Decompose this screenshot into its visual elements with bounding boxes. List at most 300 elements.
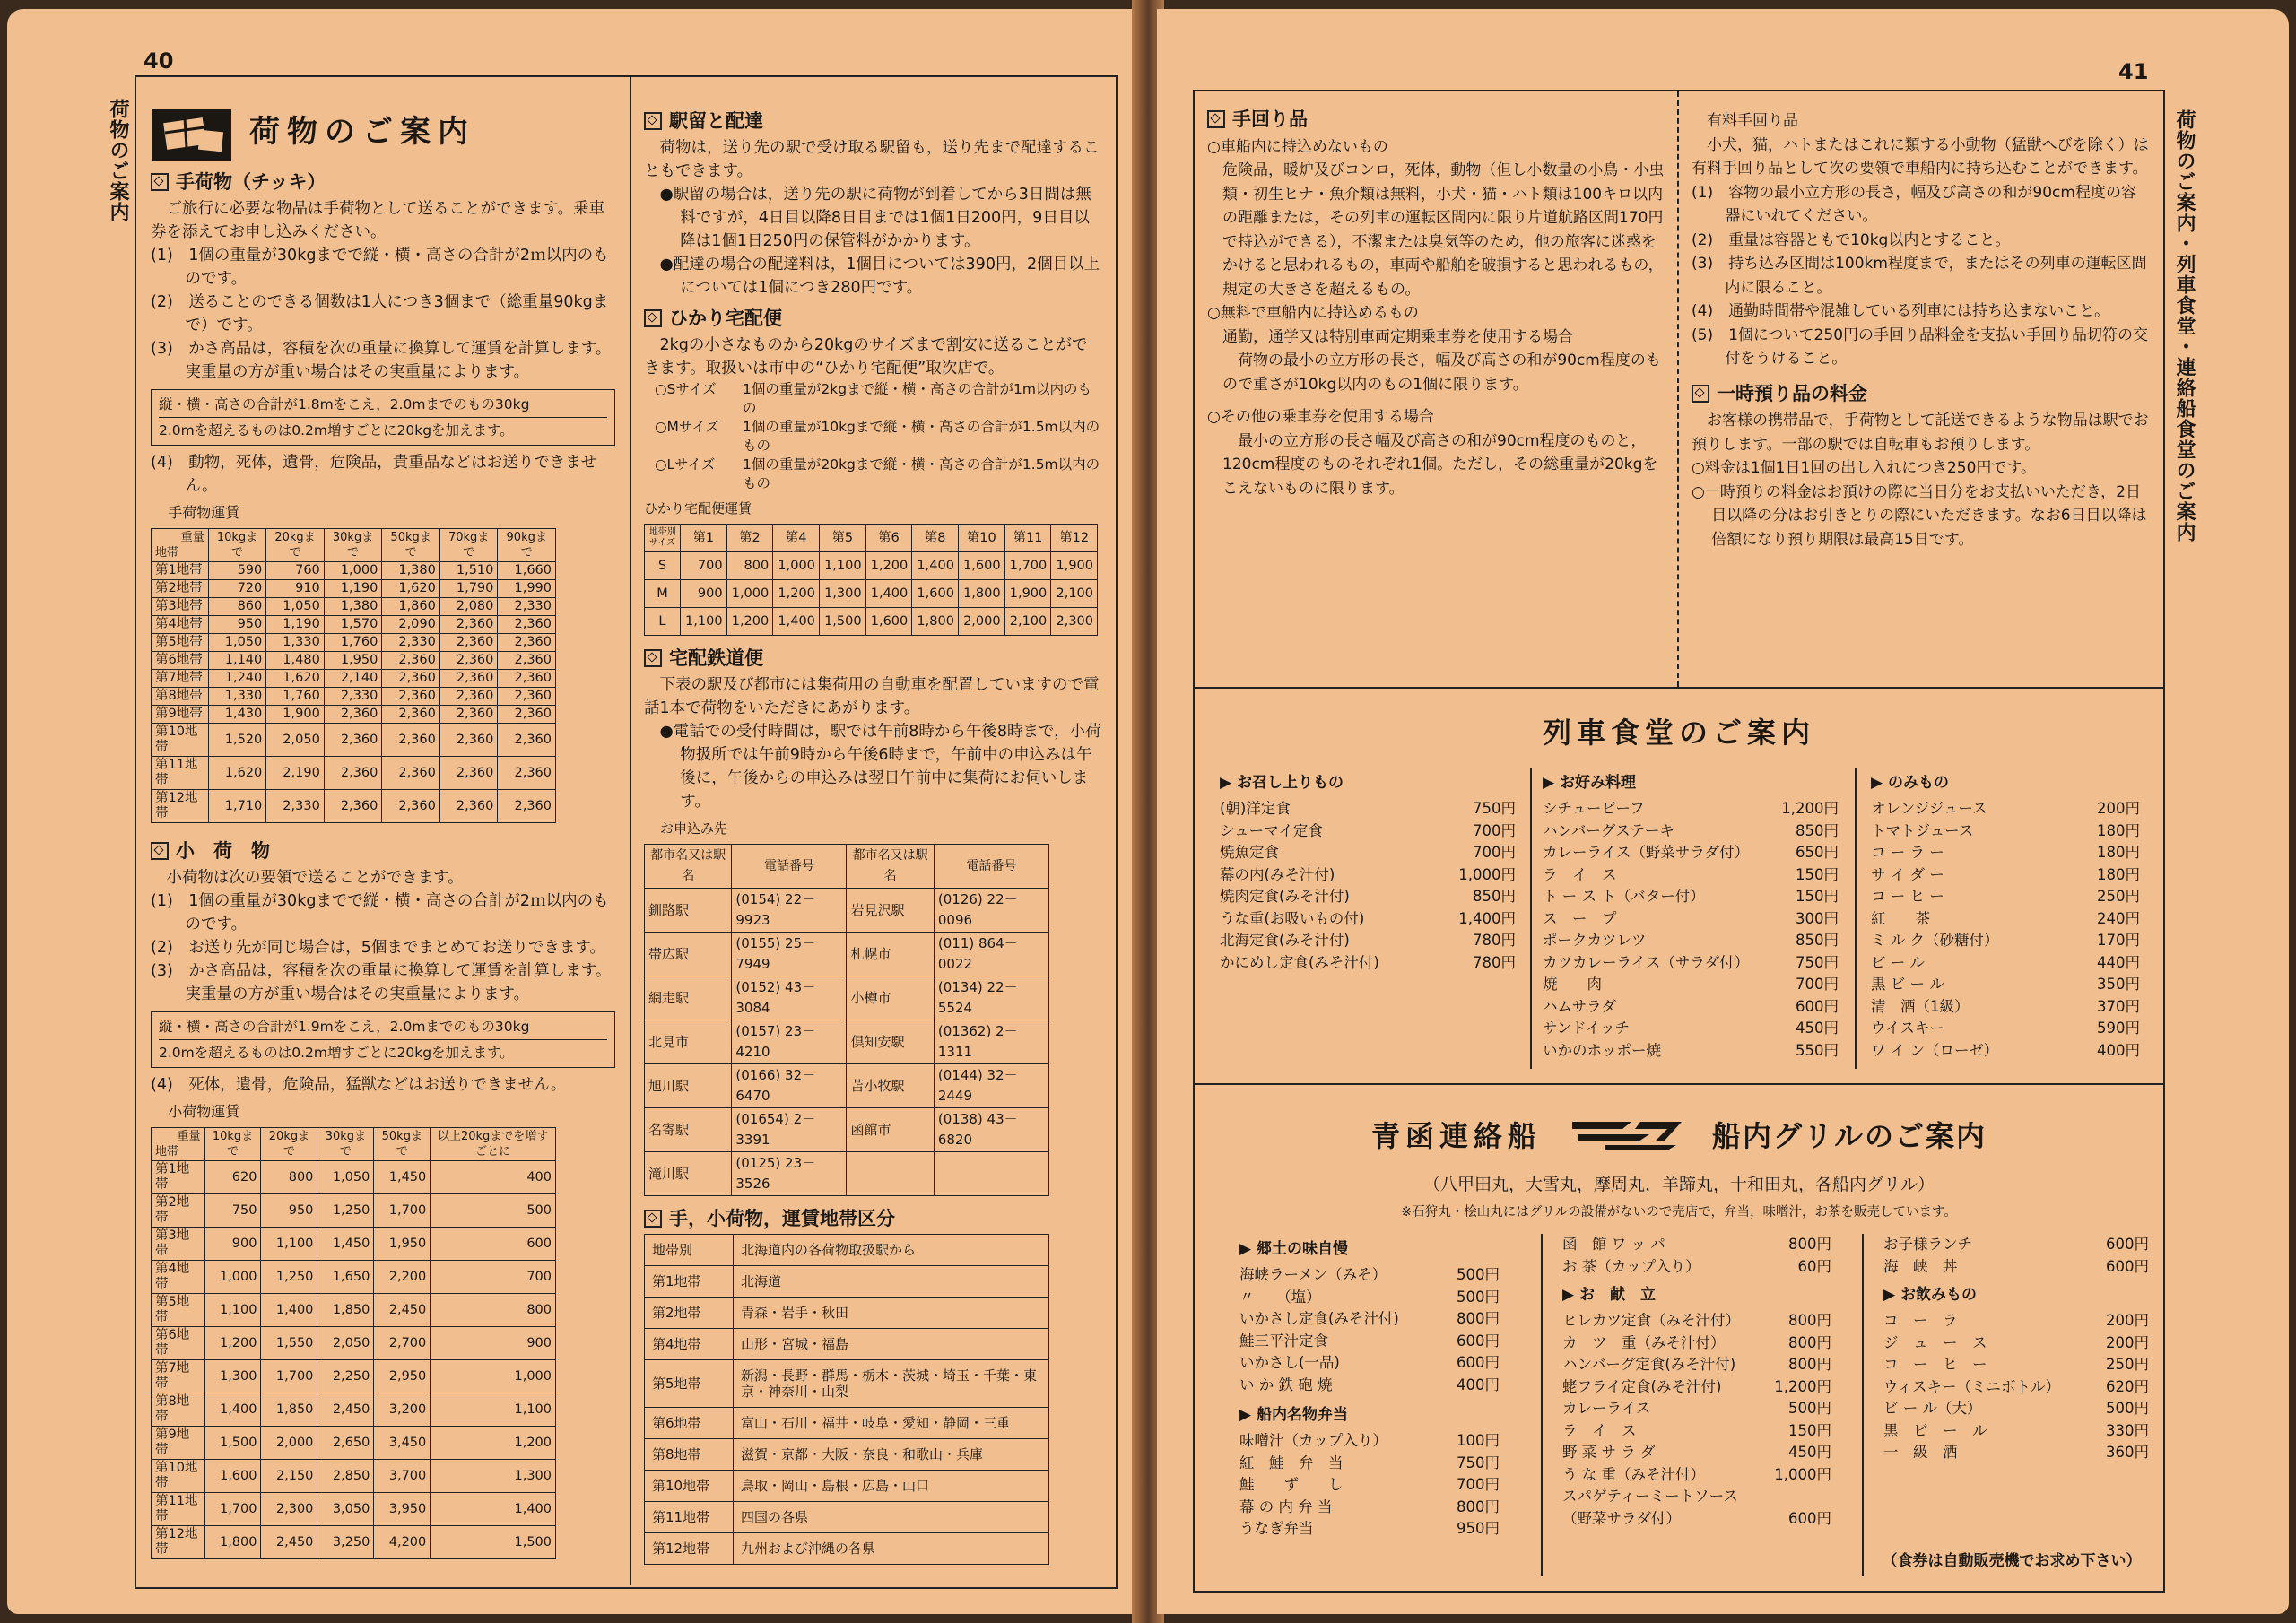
table-cell: 760 bbox=[266, 562, 325, 580]
grill-col-2: 函 館 ワ ッ パ 800円 お 茶（カップ入り） 60円 ▶ お 献 立 ヒレカツ定食（みそ汁付） 800円 カ ツ 重（みそ汁付） 800円 ハンバーグ定食(みそ汁付) 800円 蛯フライ定食(みそ汁付) 1,200円 カレーライス 500円 ラ イ ス 150円 野 菜 サ ラ ダ 450円 う な 重（みそ汁付） 1,000円 スパゲティーミートソース （野菜サラダ付） 600円 bbox=[1562, 1234, 1831, 1530]
menu-item-name: 清 酒（1級） bbox=[1871, 997, 1970, 1015]
menu-item-name: ワ イ ン（ローゼ） bbox=[1871, 1041, 1999, 1059]
table-cell: 2,080 bbox=[439, 598, 498, 616]
grill-title-right: 船内グリルのご案内 bbox=[1712, 1119, 1987, 1153]
menu-item-price: 800円 bbox=[1457, 1497, 1500, 1515]
shokudo-col3-heading: のみもの bbox=[1888, 774, 1949, 792]
menu-item bbox=[1543, 908, 1839, 931]
menu-item-name: カレーライス bbox=[1562, 1400, 1651, 1417]
hikari-heading: ひかり宅配便 bbox=[644, 307, 1101, 330]
page-number-right: 41 bbox=[2118, 59, 2149, 84]
menu-item-price: 850円 bbox=[1473, 888, 1516, 905]
menu-item bbox=[1562, 1256, 1831, 1279]
menu-item-name: い か 鉄 砲 焼 bbox=[1239, 1376, 1333, 1393]
menu-item bbox=[1543, 886, 1839, 908]
table-cell: 600 bbox=[430, 1228, 556, 1261]
table-cell: 2,150 bbox=[261, 1460, 317, 1493]
tenimotsu-heading: 手荷物（チッキ） bbox=[151, 170, 615, 194]
table-cell: 第5地帯 bbox=[152, 634, 209, 652]
table-cell: 1,550 bbox=[261, 1327, 317, 1360]
hikari-size-item bbox=[644, 456, 1101, 493]
grill-col-1: ▶ 郷土の味自慢 海峡ラーメン（みそ） 500円 〃 （塩） 500円 いかさし定食(みそ汁付) 800円 鮭三平汁定食 600円 いかさし(一品) 600円 い か 鉄 砲 焼 400円 ▶ 船内名物弁当 味噌汁（カップ入り） 100円 紅 鮭 弁 当 750円 鮭 ず し 700円 幕 の 内 弁 当 800円 うなぎ弁当 950円 bbox=[1239, 1234, 1500, 1541]
table-cell: 1,500 bbox=[819, 608, 865, 636]
table-cell: 1,500 bbox=[430, 1526, 556, 1559]
shokudo-col-2: ▶ お好み料理 シチュービーフ 1,200円 ハンバーグステーキ 850円 カレーライス（野菜サラダ付） 650円 ラ イ ス 150円 ト ー ス ト（バター付） 150円 ス ー プ 300円 ポークカツレツ 850円 カツカレーライス（サラダ付） 750円 焼 肉 700円 ハムサラダ 600円 サンドイッチ 450円 いかのホッポー焼 550円 bbox=[1543, 768, 1839, 1062]
menu-item bbox=[1239, 1518, 1500, 1541]
table-header-cell: 第8 bbox=[912, 525, 959, 552]
konimotsu-table-title: 小荷物運賃 bbox=[168, 1103, 240, 1120]
table-row bbox=[152, 598, 556, 616]
menu-item bbox=[1543, 798, 1839, 820]
hikari-size-label: ○Mサイズ bbox=[655, 419, 720, 435]
paid-item-4: (4) 通勤時間帯や混雑している列車には持ち込まないこと。 bbox=[1692, 302, 2110, 320]
menu-item-price: 360円 bbox=[2106, 1444, 2149, 1461]
table-cell: 富山・石川・福井・岐阜・愛知・静岡・三重 bbox=[734, 1408, 1049, 1439]
temawari-line-6: ○その他の乗車券を使用する場合 bbox=[1207, 408, 1434, 426]
table-cell: 2,360 bbox=[439, 724, 498, 757]
table-cell: 1,450 bbox=[374, 1161, 430, 1194]
table-cell: (011) 864－0022 bbox=[934, 933, 1048, 976]
table-cell: (0126) 22－0096 bbox=[934, 889, 1048, 933]
menu-item-name: オレンジジュース bbox=[1871, 800, 1987, 817]
temawari-line-3: ○無料で車船内に持込めるもの bbox=[1207, 304, 1419, 322]
table-cell: 2,050 bbox=[266, 724, 325, 757]
table-cell: 1,050 bbox=[208, 634, 266, 652]
table-cell: 倶知安駅 bbox=[847, 1020, 934, 1064]
menu-item bbox=[1562, 1310, 1831, 1332]
table-header-row bbox=[152, 1128, 556, 1161]
table-row bbox=[645, 608, 1098, 636]
table-row bbox=[152, 757, 556, 790]
table-cell: 800 bbox=[726, 552, 773, 580]
menu-item-name: コ ー ヒ ー bbox=[1871, 888, 1944, 905]
menu-item bbox=[1883, 1332, 2149, 1355]
menu-item bbox=[1562, 1464, 1831, 1487]
ichiji-intro: お客様の携帯品で，手荷物として託送できるような物品は駅でお預りします。一部の駅では自転車もお預りします。 bbox=[1692, 412, 2149, 454]
table-cell: 1,300 bbox=[819, 580, 865, 608]
table-cell: 1,620 bbox=[382, 580, 440, 598]
table-cell: 滋賀・京都・大阪・奈良・和歌山・兵庫 bbox=[734, 1439, 1049, 1471]
table-header-cell: 第10 bbox=[958, 525, 1004, 552]
table-header-cell: 電話番号 bbox=[732, 845, 847, 889]
table-cell bbox=[934, 1152, 1048, 1196]
menu-item bbox=[1871, 886, 2140, 908]
left-side-tab: 荷物のご案内 bbox=[107, 99, 129, 222]
menu-item-name: 焼 肉 bbox=[1543, 976, 1602, 993]
table-cell: 1,790 bbox=[439, 580, 498, 598]
hikari-size-list bbox=[644, 380, 1101, 493]
grill-col1b-heading: 船内名物弁当 bbox=[1257, 1406, 1348, 1424]
menu-item bbox=[1239, 1375, 1500, 1397]
menu-item bbox=[1239, 1474, 1500, 1497]
table-cell: (0138) 43－6820 bbox=[934, 1108, 1048, 1152]
menu-item-name: ビ ー ル bbox=[1871, 953, 1925, 971]
table-cell: 1,250 bbox=[317, 1194, 374, 1228]
menu-item-price: 600円 bbox=[1457, 1332, 1500, 1350]
menu-item bbox=[1239, 1453, 1500, 1475]
menu-item-price: 300円 bbox=[1796, 909, 1839, 927]
temawari-line-5: 荷物の最小の立方形の長さ，幅及び高さの和が90cm程度のもので重さが10kg以内のもの1個に限ります。 bbox=[1222, 352, 1661, 394]
takuhai-intro: 下表の駅及び都市には集荷用の自動車を配置していますので電話1本で荷物をいただきにあがります。 bbox=[644, 676, 1100, 717]
table-cell: 400 bbox=[430, 1161, 556, 1194]
paid-item-5: (5) 1個について250円の手回り品料金を支払い手回り品切符の交付をうけること。 bbox=[1692, 325, 2149, 368]
takuhai-table-title: お申込み先 bbox=[660, 820, 728, 837]
menu-item bbox=[1220, 842, 1516, 864]
menu-item-price: 180円 bbox=[2097, 844, 2140, 861]
table-cell: 1,400 bbox=[773, 608, 820, 636]
menu-item bbox=[1543, 952, 1839, 975]
menu-item-price: 1,200円 bbox=[1774, 1377, 1831, 1395]
menu-item bbox=[1220, 952, 1516, 975]
menu-item-name: カツカレーライス（サラダ付） bbox=[1543, 953, 1750, 971]
menu-item bbox=[1543, 820, 1839, 843]
ekidome-heading: 駅留と配達 bbox=[644, 109, 1101, 133]
table-header-cell: 第5 bbox=[819, 525, 865, 552]
table-cell: 1,100 bbox=[680, 608, 726, 636]
table-row bbox=[645, 1064, 1049, 1108]
table-header-cell bbox=[152, 529, 209, 562]
menu-item-price: 800円 bbox=[1457, 1310, 1500, 1327]
table-cell: 1,480 bbox=[266, 652, 325, 670]
table-cell: 1,400 bbox=[865, 580, 912, 608]
table-row bbox=[152, 688, 556, 706]
menu-item-price: 950円 bbox=[1457, 1520, 1500, 1537]
table-cell: 帯広駅 bbox=[645, 933, 732, 976]
table-cell: 1,100 bbox=[261, 1228, 317, 1261]
paid-items-section bbox=[1692, 109, 2149, 551]
menu-item-price: 590円 bbox=[2097, 1020, 2140, 1037]
menu-item-name: お 茶（カップ入り） bbox=[1562, 1257, 1700, 1275]
menu-item-price: 60円 bbox=[1797, 1257, 1831, 1275]
menu-item-name: ス ー プ bbox=[1543, 909, 1617, 927]
table-cell: 700 bbox=[430, 1261, 556, 1294]
table-cell: 2,450 bbox=[261, 1526, 317, 1559]
menu-item-name: （野菜サラダ付） bbox=[1562, 1509, 1681, 1527]
menu-item-name: う な 重（みそ汁付） bbox=[1562, 1465, 1705, 1483]
grill-list-3 bbox=[1883, 1234, 2149, 1278]
left-column-2 bbox=[644, 109, 1101, 1565]
menu-item-name: 鮭 ず し bbox=[1239, 1476, 1344, 1493]
menu-item-name: ラ イ ス bbox=[1543, 865, 1617, 883]
table-header-cell: 20kgまで bbox=[266, 529, 325, 562]
table-cell: 第11地帯 bbox=[152, 1493, 205, 1526]
table-cell: (0152) 43－3084 bbox=[732, 976, 847, 1020]
table-cell: 1,710 bbox=[208, 790, 266, 823]
menu-item-price: 800円 bbox=[1788, 1356, 1831, 1373]
page-title: 荷物のご案内 bbox=[249, 114, 475, 150]
menu-item-name: 味噌汁（カップ入り） bbox=[1239, 1432, 1387, 1449]
menu-item bbox=[1871, 864, 2140, 887]
menu-item-price: 440円 bbox=[2097, 953, 2140, 971]
table-cell: 2,360 bbox=[324, 757, 382, 790]
table-cell: 1,200 bbox=[865, 552, 912, 580]
menu-item bbox=[1871, 908, 2140, 931]
shokudo-divider-2 bbox=[1855, 768, 1857, 1069]
menu-item bbox=[1239, 1430, 1500, 1453]
grill-ships: （八甲田丸，大雪丸，摩周丸，羊蹄丸，十和田丸，各船内グリル） bbox=[1422, 1175, 1935, 1194]
table-row bbox=[645, 1502, 1049, 1533]
table-cell: 1,600 bbox=[958, 552, 1004, 580]
shokudo-col1-heading: お召し上りもの bbox=[1237, 774, 1344, 792]
menu-item bbox=[1562, 1234, 1831, 1256]
table-cell: 2,190 bbox=[266, 757, 325, 790]
diamond-box-icon bbox=[151, 842, 169, 860]
temawari-line-2: 危険品，暖炉及びコンロ，死体，動物（但し小数量の小鳥・小虫類・初生ヒナ・魚介類は無料，小犬・猫・ハト類は100キロ以内の距離または，その列車の運転区間内に限り片道航路区間170円で持込ができる），不潔または臭気等のため，他の旅客に迷惑をかけると思われるもの，車両や船舶を破損すると思われるもの，規定の大きさを超えるもの。 bbox=[1222, 161, 1665, 299]
table-cell: 2,360 bbox=[324, 706, 382, 724]
table-cell: 1,600 bbox=[865, 608, 912, 636]
konimotsu-heading: 小 荷 物 bbox=[151, 839, 615, 863]
table-cell: 1,400 bbox=[204, 1393, 261, 1427]
menu-item-price: 1,400円 bbox=[1458, 909, 1516, 927]
table-cell: 札幌市 bbox=[847, 933, 934, 976]
menu-item-name: いかさし定食(みそ汁付) bbox=[1239, 1310, 1399, 1327]
menu-item-name: ト ー ス ト（バター付） bbox=[1543, 888, 1705, 905]
table-header-cell: 30kgまで bbox=[324, 529, 382, 562]
table-cell: 1,700 bbox=[204, 1493, 261, 1526]
table-header-cell: 以上20kgまでを増すごとに bbox=[430, 1128, 556, 1161]
menu-item-name: コ ー ラ bbox=[1883, 1312, 1958, 1329]
menu-item-price: 780円 bbox=[1473, 953, 1516, 971]
table-cell: 2,360 bbox=[382, 724, 440, 757]
table-cell: 第10地帯 bbox=[152, 724, 209, 757]
table-cell: 釧路駅 bbox=[645, 889, 732, 933]
table-cell: 2,000 bbox=[261, 1427, 317, 1460]
menu-item bbox=[1871, 820, 2140, 843]
menu-item-price: 800円 bbox=[1788, 1333, 1831, 1351]
menu-item-price: 350円 bbox=[2097, 976, 2140, 993]
grill-col1-heading: 郷土の味自慢 bbox=[1257, 1240, 1348, 1258]
menu-item-price: 1,200円 bbox=[1781, 800, 1839, 817]
shokudo-list-3 bbox=[1871, 798, 2140, 1062]
table-cell: 2,360 bbox=[439, 757, 498, 790]
table-cell: 1,950 bbox=[374, 1228, 430, 1261]
table-cell: (0155) 25－7949 bbox=[732, 933, 847, 976]
menu-item-price: 600円 bbox=[1788, 1509, 1831, 1527]
diamond-box-icon bbox=[644, 112, 662, 130]
table-cell: 1,600 bbox=[912, 580, 959, 608]
hikari-fare-table bbox=[644, 524, 1098, 636]
menu-item-name: うな重(お吸いもの付) bbox=[1220, 909, 1365, 927]
parcel-icon bbox=[151, 108, 233, 163]
menu-item-name: 幕の内(みそ汁付) bbox=[1220, 865, 1335, 883]
table-cell: 1,100 bbox=[819, 552, 865, 580]
table-cell: 1,240 bbox=[208, 670, 266, 688]
table-row bbox=[645, 1533, 1049, 1565]
table-cell: 2,360 bbox=[439, 616, 498, 634]
left-column-1 bbox=[151, 108, 615, 1559]
menu-item-price: 1,000円 bbox=[1458, 865, 1516, 883]
paid-item-2: (2) 重量は容器ともで10kg以内とすること。 bbox=[1692, 230, 2011, 249]
table-cell: 1,950 bbox=[324, 652, 382, 670]
menu-item-price: 250円 bbox=[2097, 888, 2140, 905]
table-header-cell: 第12 bbox=[1051, 525, 1098, 552]
menu-item-name: 紅 鮭 弁 当 bbox=[1239, 1454, 1344, 1471]
table-header-cell: 都市名又は駅名 bbox=[645, 845, 732, 889]
table-cell: 2,360 bbox=[382, 757, 440, 790]
table-cell: 2,850 bbox=[317, 1460, 374, 1493]
konimotsu-note: 縦・横・高さの合計が1.9mをこえ，2.0mまでのもの30kg 2.0mを超えるものは0.2m増すごとに20kgを加えます。 bbox=[151, 1011, 615, 1068]
menu-item bbox=[1220, 820, 1516, 843]
chitai-heading: 手，小荷物，運賃地帯区分 bbox=[644, 1207, 1101, 1230]
table-corner-label: サイズ bbox=[648, 538, 676, 548]
konimotsu-item-4: (4) 死体，遺骨，危険品，猛獣などはお送りできません。 bbox=[151, 1076, 567, 1094]
menu-item bbox=[1871, 996, 2140, 1019]
table-cell: 四国の各県 bbox=[734, 1502, 1049, 1533]
menu-item bbox=[1543, 842, 1839, 864]
table-header-cell: 第1 bbox=[680, 525, 726, 552]
table-cell: (0166) 32－6470 bbox=[732, 1064, 847, 1108]
menu-item-name: ハムサラダ bbox=[1543, 997, 1617, 1015]
table-cell: 2,360 bbox=[498, 670, 556, 688]
table-cell: 1,200 bbox=[773, 580, 820, 608]
menu-item-name: 紅 茶 bbox=[1871, 909, 1930, 927]
table-row bbox=[645, 1298, 1049, 1329]
table-cell: 2,360 bbox=[498, 757, 556, 790]
diamond-box-icon bbox=[151, 173, 169, 191]
table-cell: 1,300 bbox=[430, 1460, 556, 1493]
table-cell: 滝川駅 bbox=[645, 1152, 732, 1196]
table-cell: 2,360 bbox=[382, 706, 440, 724]
grill-col-3: お子様ランチ 600円 海 峡 丼 600円 ▶ お飲みもの コ ー ラ 200円 ジ ュ ー ス 200円 コ ー ヒ ー 250円 ウィスキー（ミニボトル） 620円 ビ ー ル（大） 500円 黒 ビ ー ル 330円 一 級 酒 360円 bbox=[1883, 1234, 2149, 1464]
hikari-size-desc: 1個の重量が10kgまで縦・横・高さの合計が1.5m以内のもの bbox=[743, 419, 1100, 454]
table-cell: 1,400 bbox=[430, 1493, 556, 1526]
table-cell: 2,100 bbox=[1051, 580, 1098, 608]
table-cell: 第1地帯 bbox=[152, 1161, 205, 1194]
table-cell: 2,360 bbox=[439, 670, 498, 688]
menu-item bbox=[1220, 930, 1516, 952]
table-cell: 1,000 bbox=[726, 580, 773, 608]
table-cell: 第4地帯 bbox=[645, 1329, 734, 1360]
menu-item-name: シチュービーフ bbox=[1543, 800, 1645, 817]
table-cell: 旭川駅 bbox=[645, 1064, 732, 1108]
menu-item-name: ハンバーグ定食(みそ汁付) bbox=[1562, 1356, 1736, 1373]
table-row bbox=[645, 1235, 1049, 1266]
tenimotsu-item-2: (2) 送ることのできる個数は1人につき3個まで（総重量90kgまで）です。 bbox=[151, 293, 609, 334]
table-cell: 2,450 bbox=[374, 1294, 430, 1327]
table-cell: 1,660 bbox=[498, 562, 556, 580]
menu-item-price: 330円 bbox=[2106, 1421, 2149, 1439]
table-cell: 第6地帯 bbox=[152, 1327, 205, 1360]
paid-item-1: (1) 容物の最小立方形の長さ，幅及び高さの和が90cm程度の容器にいれてください。 bbox=[1692, 183, 2136, 225]
table-cell: 1,500 bbox=[204, 1427, 261, 1460]
grill-footer: （食券は自動販売機でお求め下さい） bbox=[1882, 1552, 2142, 1570]
menu-item-name: お子様ランチ bbox=[1883, 1236, 1972, 1253]
menu-item bbox=[1871, 1040, 2140, 1063]
table-row bbox=[645, 889, 1049, 933]
table-corner-label: 重量 bbox=[180, 531, 204, 544]
table-cell: 1,520 bbox=[208, 724, 266, 757]
menu-item-name: シューマイ定食 bbox=[1220, 821, 1323, 839]
menu-item-price: 650円 bbox=[1796, 844, 1839, 861]
table-cell: 2,330 bbox=[382, 634, 440, 652]
menu-item-price: 700円 bbox=[1457, 1476, 1500, 1493]
menu-item-name: カレーライス（野菜サラダ付） bbox=[1543, 844, 1750, 861]
grill-title bbox=[1195, 1114, 2163, 1155]
menu-item bbox=[1562, 1442, 1831, 1464]
table-cell: 小樽市 bbox=[847, 976, 934, 1020]
temawari-line-1: ○車船内に持込めないもの bbox=[1207, 137, 1388, 156]
menu-item-name: ポークカツレツ bbox=[1543, 932, 1647, 949]
table-cell: 第6地帯 bbox=[152, 652, 209, 670]
table-cell: 新潟・長野・群馬・栃木・茨城・埼玉・千葉・東京・神奈川・山梨 bbox=[734, 1360, 1049, 1408]
table-cell: 800 bbox=[430, 1294, 556, 1327]
hikari-size-label: ○Sサイズ bbox=[655, 381, 717, 397]
table-cell: 1,620 bbox=[208, 757, 266, 790]
table-row bbox=[152, 580, 556, 598]
ekidome-intro: 荷物は，送り先の駅で受け取る駅留も，送り先まで配達することもできます。 bbox=[644, 139, 1100, 180]
table-cell: 1,860 bbox=[382, 598, 440, 616]
menu-item-price: 370円 bbox=[2097, 997, 2140, 1015]
menu-item-price: 170円 bbox=[2097, 932, 2140, 949]
table-cell: 3,250 bbox=[317, 1526, 374, 1559]
table-cell: 1,050 bbox=[317, 1161, 374, 1194]
table-cell: 1,400 bbox=[261, 1294, 317, 1327]
table-cell: 北見市 bbox=[645, 1020, 732, 1064]
table-cell: 北海道内の各荷物取扱駅から bbox=[734, 1235, 1049, 1266]
tenimotsu-item-3: (3) かさ高品は，容積を次の重量に換算して運賃を計算します。実重量の方が重い場合はその実重量によります。 bbox=[151, 340, 612, 381]
menu-item-price: 500円 bbox=[1788, 1400, 1831, 1417]
table-row bbox=[645, 552, 1098, 580]
menu-item bbox=[1883, 1420, 2149, 1443]
table-cell: 第11地帯 bbox=[645, 1502, 734, 1533]
table-row bbox=[645, 1439, 1049, 1471]
table-cell: 第8地帯 bbox=[152, 1393, 205, 1427]
table-row bbox=[152, 724, 556, 757]
table-row bbox=[152, 652, 556, 670]
shokudo-list-1 bbox=[1220, 798, 1516, 974]
table-row bbox=[152, 1493, 556, 1526]
menu-item-name: 黒 ビ ー ル bbox=[1883, 1421, 1987, 1439]
table-cell: 4,200 bbox=[374, 1526, 430, 1559]
table-cell: 2,330 bbox=[498, 598, 556, 616]
table-cell: 950 bbox=[261, 1194, 317, 1228]
table-cell: 第2地帯 bbox=[152, 580, 209, 598]
menu-item bbox=[1239, 1287, 1500, 1309]
menu-item bbox=[1239, 1264, 1500, 1287]
menu-item-name: いかさし(一品) bbox=[1239, 1354, 1340, 1371]
table-cell: 2,700 bbox=[374, 1327, 430, 1360]
konimotsu-intro: 小荷物は次の要領で送ることができます。 bbox=[166, 869, 464, 887]
ferry-wave-icon bbox=[1569, 1116, 1685, 1152]
table-cell: 1,900 bbox=[1051, 552, 1098, 580]
table-cell: 1,400 bbox=[912, 552, 959, 580]
menu-item-name: かにめし定食(みそ汁付) bbox=[1220, 953, 1379, 971]
tenimotsu-item-4: (4) 動物，死体，遺骨，危険品，貴重品などはお送りできません。 bbox=[151, 454, 597, 495]
hikari-size-label: ○Lサイズ bbox=[655, 456, 716, 473]
grill-list-3b bbox=[1883, 1310, 2149, 1464]
table-row bbox=[152, 1228, 556, 1261]
menu-item bbox=[1562, 1420, 1831, 1443]
table-row bbox=[152, 1360, 556, 1393]
left-column-divider bbox=[630, 77, 631, 1585]
table-row bbox=[645, 1266, 1049, 1298]
grill-col3-heading: お飲みもの bbox=[1900, 1286, 1977, 1304]
table-cell: 1,200 bbox=[204, 1327, 261, 1360]
menu-item-price: 750円 bbox=[1457, 1454, 1500, 1471]
table-cell: 第8地帯 bbox=[645, 1439, 734, 1471]
hikari-intro: 2kgの小さなものから20kgのサイズまで割安に送ることができます。取扱いは市中の“ひかり宅配便”取次店で。 bbox=[644, 336, 1088, 378]
table-cell: 2,360 bbox=[498, 616, 556, 634]
hikari-size-item bbox=[644, 380, 1101, 418]
menu-item-name: 焼肉定食(みそ汁付) bbox=[1220, 888, 1350, 905]
menu-item-price: 750円 bbox=[1473, 800, 1516, 817]
table-cell: 3,950 bbox=[374, 1493, 430, 1526]
table-cell: 第7地帯 bbox=[152, 1360, 205, 1393]
menu-item bbox=[1871, 930, 2140, 952]
zone-table bbox=[644, 1234, 1049, 1565]
menu-item bbox=[1883, 1398, 2149, 1420]
table-header-cell: 20kgまで bbox=[261, 1128, 317, 1161]
